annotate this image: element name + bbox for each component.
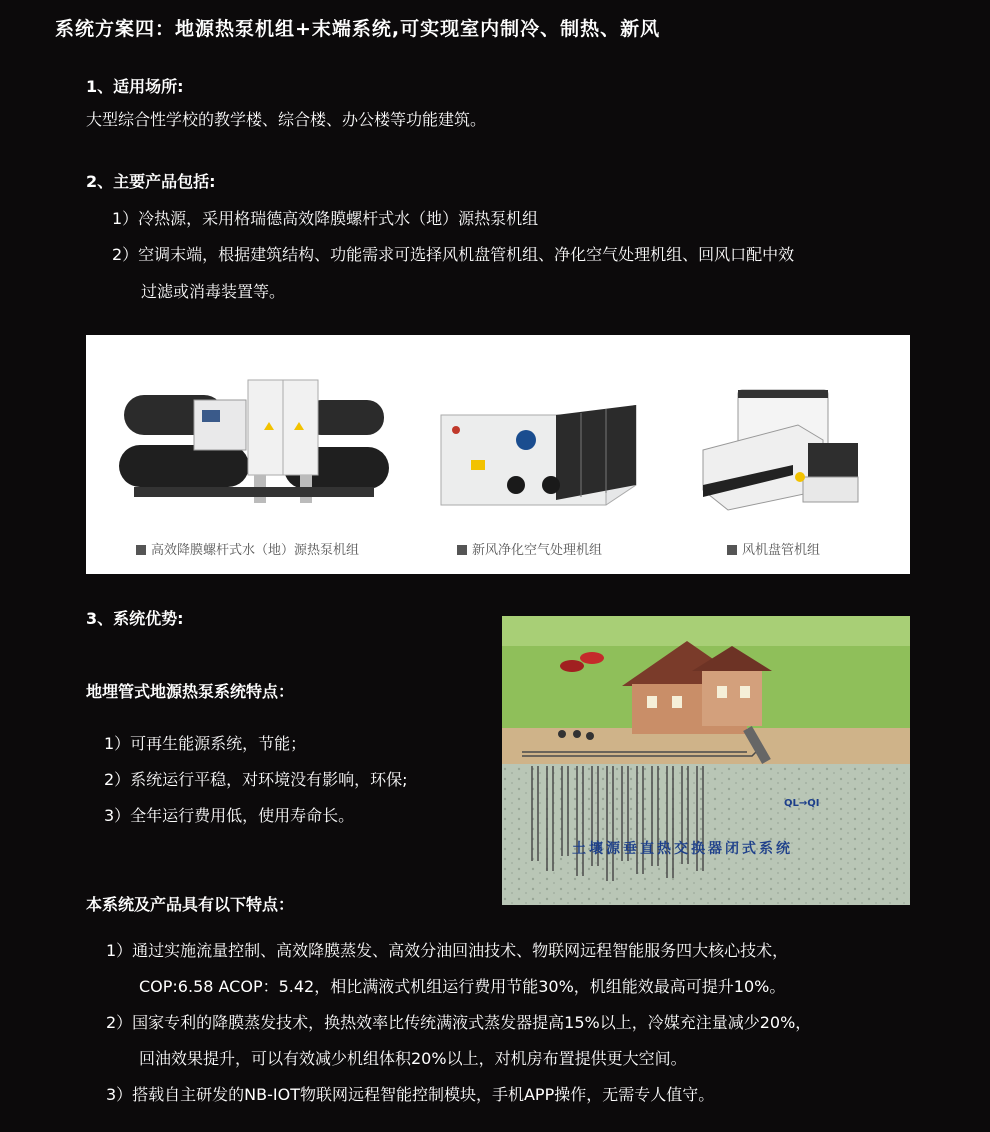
section2-heading: 2、主要产品包括:	[86, 172, 216, 191]
feature2-line2: 回油效果提升，可以有效减少机组体积20%以上，对机房布置提供更大空间。	[139, 1049, 687, 1068]
feature1-line2: COP:6.58 ACOP：5.42，相比满液式机组运行费用节能30%，机组能效最高可提升10%。	[139, 977, 786, 996]
heat-pump-unit-image	[114, 375, 394, 515]
fan-coil-unit-image	[698, 385, 868, 520]
feature2-line1: 2）国家专利的降膜蒸发技术，换热效率比传统满液式蒸发器提高15%以上，冷媒充注量减少20%，	[106, 1013, 812, 1032]
air-handling-unit-image	[431, 405, 641, 520]
product-caption-fan-coil: 风机盘管机组	[727, 539, 820, 558]
page-title: 系统方案四：地源热泵机组+末端系统,可实现室内制冷、制热、新风	[55, 18, 661, 40]
bullet-square-icon	[727, 545, 737, 555]
product-panel	[86, 335, 910, 574]
bullet-square-icon	[457, 545, 467, 555]
section2-item2-line1: 2）空调末端，根据建筑结构、功能需求可选择风机盘管机组、净化空气处理机组、回风口配中效	[112, 245, 795, 264]
section3-heading: 3、系统优势:	[86, 609, 184, 628]
scene-label: 土壤源垂直热交换器闭式系统	[572, 841, 793, 857]
product-caption-air-handler: 新风净化空气处理机组	[457, 539, 602, 558]
ground-scene-svg	[502, 616, 910, 905]
product-caption-heat-pump: 高效降膜螺杆式水（地）源热泵机组	[136, 539, 359, 558]
section1-text: 大型综合性学校的教学楼、综合楼、办公楼等功能建筑。	[86, 110, 487, 129]
sub1-item-3: 3）全年运行费用低，使用寿命长。	[104, 806, 355, 825]
bullet-square-icon	[136, 545, 146, 555]
scene-mark: QL→QI	[784, 798, 820, 809]
section2-item1: 1）冷热源，采用格瑞德高效降膜螺杆式水（地）源热泵机组	[112, 209, 539, 228]
section3-sub1: 地埋管式地源热泵系统特点：	[86, 682, 295, 701]
feature3: 3）搭载自主研发的NB-IOT物联网远程智能控制模块，手机APP操作，无需专人值守。	[106, 1085, 715, 1104]
sub1-item-1: 1）可再生能源系统，节能；	[104, 734, 307, 753]
feature1-line1: 1）通过实施流量控制、高效降膜蒸发、高效分油回油技术、物联网远程智能服务四大核心技术，	[106, 941, 789, 960]
section2-item2-line2: 过滤或消毒装置等。	[141, 282, 286, 301]
section3-sub2: 本系统及产品具有以下特点：	[86, 895, 295, 914]
ground-source-illustration	[502, 616, 910, 905]
section1-heading: 1、适用场所:	[86, 77, 184, 96]
sub1-item-2: 2）系统运行平稳，对环境没有影响，环保;	[104, 770, 408, 789]
